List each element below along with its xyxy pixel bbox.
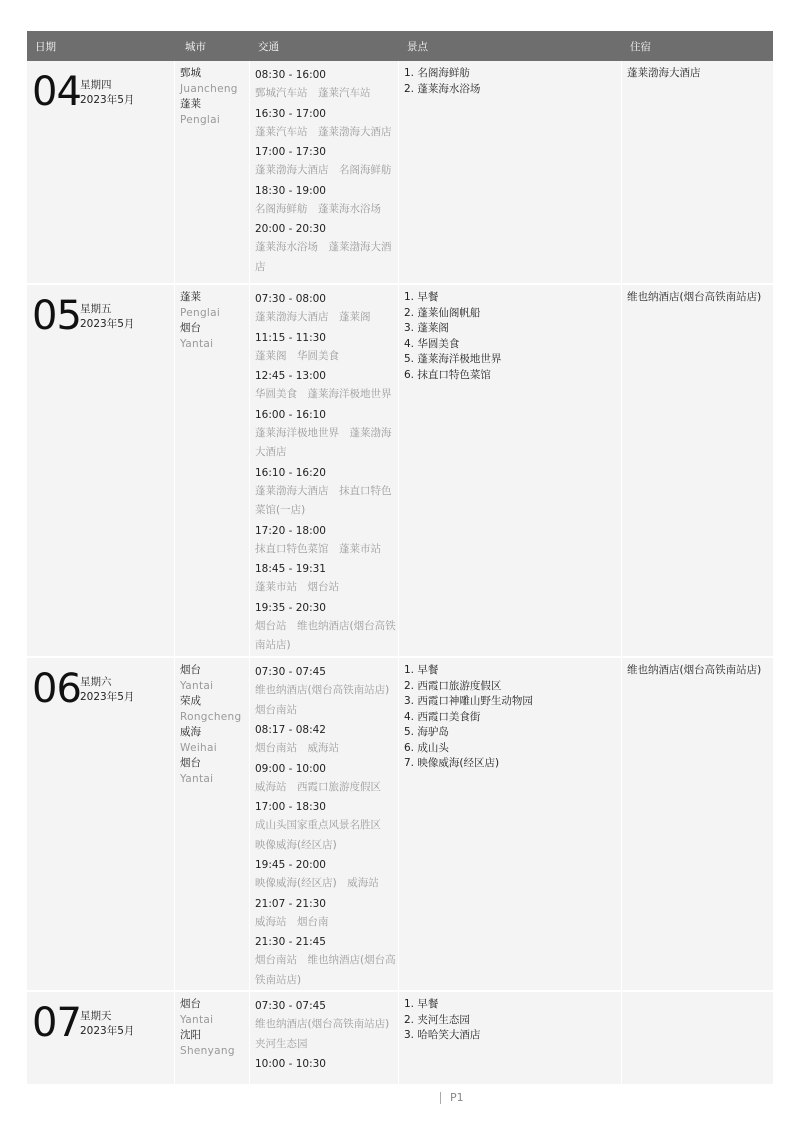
hotel-name: 维也纳酒店(烟台高铁南站店) [627,664,762,676]
footer-divider [440,1092,441,1104]
transport-segment [255,996,400,1054]
city-name-en: Juancheng [180,82,238,95]
segment-route: 烟台南站 威海站 [255,742,339,754]
segment-time: 20:00 - 20:30 [255,223,326,235]
segment-route: 蓬莱渤海大酒店 蓬莱阁 [255,311,371,323]
sights-cell [399,658,622,990]
weekday: 星期五 [80,303,112,315]
city-name-cn: 鄄城 [180,67,201,79]
segment-time: 18:45 - 19:31 [255,563,326,575]
page-number: P1 [450,1091,464,1104]
transport-cell [250,658,399,990]
city-name-en: Yantai [180,772,214,785]
segment-time: 17:00 - 18:30 [255,801,326,813]
hotel-name: 维也纳酒店(烟台高铁南站店) [627,291,762,303]
city-name-cn: 荣成 [180,695,201,707]
header-sights: 景点 [407,40,428,53]
date-cell [27,658,175,990]
transport-segment [255,181,396,220]
itinerary-row [27,285,773,658]
transport-segment [255,894,396,933]
segment-time: 07:30 - 08:00 [255,293,326,305]
city-name-cn: 威海 [180,726,201,738]
date-cell [27,992,175,1084]
segment-time: 10:00 - 10:30 [255,1058,326,1070]
segment-route: 蓬莱海洋极地世界 蓬莱渤海大酒店 [255,426,392,458]
segment-route: 成山头国家重点风景名胜区 映像威海(经区店) [255,819,392,851]
city-cell [175,658,250,990]
segment-time: 16:00 - 16:10 [255,408,326,421]
transport-segment [255,855,396,894]
transport-segment [255,598,396,656]
city-name-cn: 沈阳 [180,1029,201,1041]
hotel-cell [622,285,773,656]
segment-route: 蓬莱海水浴场 蓬莱渤海大酒店 [255,241,392,273]
segment-time: 09:00 - 10:00 [255,762,326,775]
header-date: 日期 [35,40,56,53]
sight-item: 2. 夹河生态园 [404,1013,470,1026]
transport-cell [250,285,399,656]
segment-route: 映像威海(经区店) 威海站 [255,877,379,889]
city-cell [175,285,250,656]
segment-route: 烟台站 维也纳酒店(烟台高铁南站店) [255,619,396,651]
day-meta [80,72,134,108]
transport-segment [255,1054,396,1073]
itinerary-row [27,61,773,285]
city-name-en: Weihai [180,741,217,754]
day-number: 04 [32,69,81,115]
transport-segment [255,219,396,277]
segment-time: 21:07 - 21:30 [255,897,326,910]
itinerary-row [27,658,773,992]
segment-route: 威海站 西霞口旅游度假区 [255,780,381,793]
segment-route: 蓬莱阁 华圆美食 [255,349,339,362]
city-name-en: Rongcheng [180,710,242,723]
city-name-en: Yantai [180,337,214,350]
transport-segment [255,142,396,181]
city-name-cn: 烟台 [180,664,201,676]
sight-item: 6. 成山头 [404,741,449,754]
itinerary-row [27,992,773,1086]
sight-item: 5. 海驴岛 [404,726,449,738]
day-meta [80,296,134,332]
hotel-cell [622,992,773,1084]
segment-time: 19:35 - 20:30 [255,601,326,614]
weekday: 星期四 [80,79,112,91]
segment-time: 12:45 - 13:00 [255,370,326,382]
day-meta [80,1003,134,1039]
city-name-en: Penglai [180,306,221,319]
transport-segment [255,289,396,328]
segment-route: 抹直口特色菜馆 蓬莱市站 [255,542,381,555]
city-name-cn: 烟台 [180,757,201,769]
segment-time: 16:30 - 17:00 [255,107,326,120]
sight-item: 4. 华圆美食 [404,337,460,350]
weekday: 星期六 [80,676,112,688]
day-number: 07 [32,1000,81,1046]
segment-route: 维也纳酒店(烟台高铁南站店) 夹河生态园 [255,1018,400,1050]
segment-route: 蓬莱渤海大酒店 抹直口特色菜馆(一店) [255,484,392,516]
hotel-name: 蓬莱渤海大酒店 [627,67,701,79]
segment-time: 21:30 - 21:45 [255,936,326,948]
segment-time: 18:30 - 19:00 [255,184,326,197]
sight-item: 7. 映像威海(经区店) [404,757,500,769]
sight-item: 3. 哈哈笑大酒店 [404,1029,481,1041]
transport-segment [255,328,396,367]
segment-route: 蓬莱汽车站 蓬莱渤海大酒店 [255,125,392,138]
header-transport: 交通 [258,40,279,53]
itinerary-table [27,31,773,1086]
transport-segment [255,759,396,798]
segment-route: 蓬莱市站 烟台站 [255,581,339,593]
city-name-cn: 烟台 [180,322,201,334]
segment-route: 鄄城汽车站 蓬莱汽车站 [255,87,371,99]
segment-time: 07:30 - 07:45 [255,666,326,678]
transport-segment [255,366,396,405]
page-footer [440,1091,464,1104]
sight-item: 3. 蓬莱阁 [404,322,449,334]
sights-cell [399,61,622,283]
segment-time: 11:15 - 11:30 [255,331,326,344]
table-header [27,31,773,61]
sight-item: 2. 蓬莱海水浴场 [404,82,481,95]
segment-time: 16:10 - 16:20 [255,466,326,479]
city-name-cn: 蓬莱 [180,291,201,303]
weekday: 星期天 [80,1010,112,1022]
sight-item: 1. 早餐 [404,998,439,1010]
segment-time: 08:30 - 16:00 [255,69,326,81]
day-meta [80,669,134,705]
segment-route: 维也纳酒店(烟台高铁南站店) 烟台南站 [255,684,400,716]
sights-cell [399,992,622,1084]
day-number: 05 [32,293,81,339]
header-hotel: 住宿 [630,40,651,53]
transport-segment [255,559,396,598]
transport-segment [255,65,396,104]
hotel-cell [622,658,773,990]
sight-item: 1. 早餐 [404,291,439,303]
header-city: 城市 [185,40,206,53]
sights-cell [399,285,622,656]
transport-segment [255,720,396,759]
segment-time: 08:17 - 08:42 [255,724,326,736]
city-name-en: Shenyang [180,1044,235,1057]
city-name-cn: 蓬莱 [180,98,201,110]
sight-item: 6. 抹直口特色菜馆 [404,368,491,381]
month: 2023年5月 [80,691,135,703]
transport-cell [250,992,399,1084]
city-name-cn: 烟台 [180,998,201,1010]
city-name-en: Yantai [180,1013,214,1026]
city-name-en: Yantai [180,679,214,692]
transport-segment [255,797,396,855]
transport-segment [255,662,400,720]
city-cell [175,61,250,283]
date-cell [27,61,175,283]
month: 2023年5月 [80,94,135,106]
transport-segment [255,104,396,143]
sight-item: 3. 西霞口神雕山野生动物园 [404,695,533,707]
segment-time: 17:00 - 17:30 [255,146,326,158]
sight-item: 1. 早餐 [404,664,439,676]
transport-cell [250,61,399,283]
sight-item: 2. 西霞口旅游度假区 [404,679,502,692]
segment-time: 19:45 - 20:00 [255,859,326,871]
segment-route: 名阁海鲜舫 蓬莱海水浴场 [255,202,381,215]
city-name-en: Penglai [180,113,221,126]
transport-segment [255,405,396,463]
sight-item: 5. 蓬莱海洋极地世界 [404,353,502,365]
sight-item: 1. 名阁海鲜舫 [404,67,470,79]
month: 2023年5月 [80,1025,135,1037]
transport-segment [255,932,396,990]
segment-route: 蓬莱渤海大酒店 名阁海鲜舫 [255,164,392,176]
sight-item: 4. 西霞口美食街 [404,710,481,723]
month: 2023年5月 [80,318,135,330]
segment-time: 07:30 - 07:45 [255,1000,326,1012]
city-cell [175,992,250,1084]
segment-route: 华圆美食 蓬莱海洋极地世界 [255,388,392,400]
segment-route: 烟台南站 维也纳酒店(烟台高铁南站店) [255,954,396,986]
segment-route: 威海站 烟台南 [255,915,329,928]
segment-time: 17:20 - 18:00 [255,524,326,537]
hotel-cell [622,61,773,283]
transport-segment [255,463,396,521]
sight-item: 2. 蓬莱仙阁帆船 [404,306,481,319]
day-number: 06 [32,666,81,712]
date-cell [27,285,175,656]
transport-segment [255,521,396,560]
